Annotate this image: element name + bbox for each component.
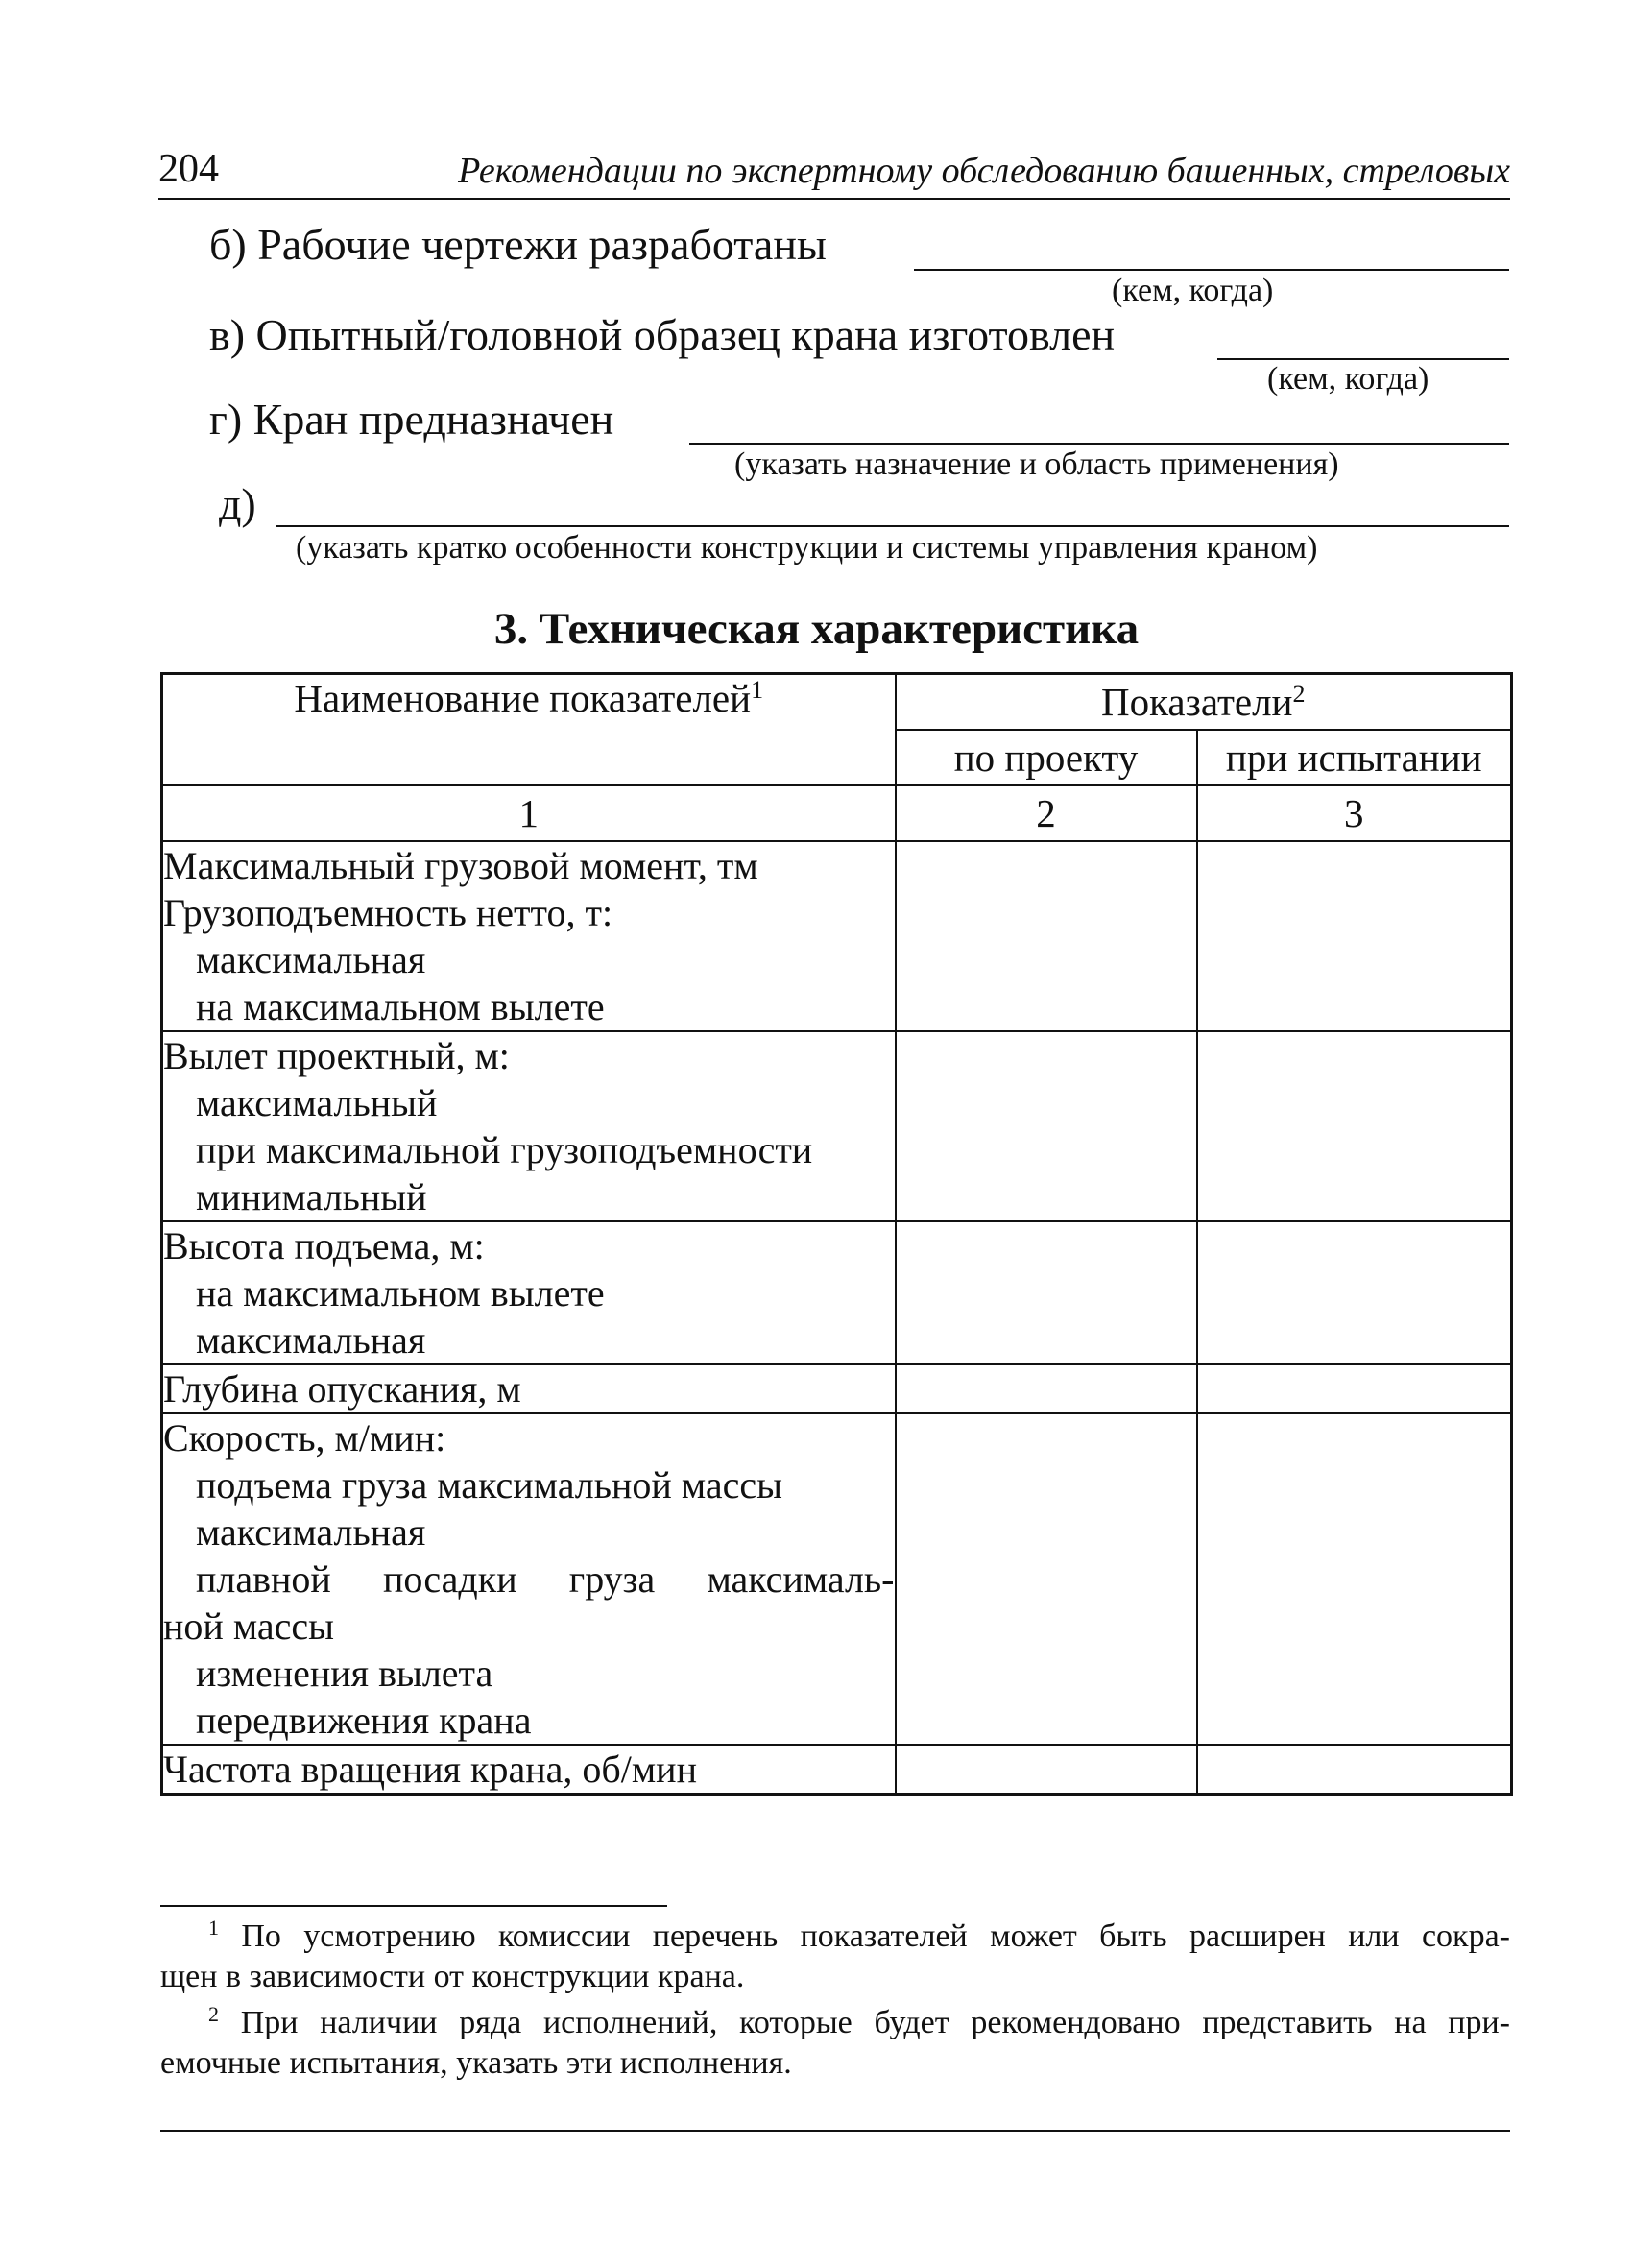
footnote-ref-2: 2 [1292,680,1306,708]
project-value-cell [896,1031,1197,1221]
row-line: минимальный [196,1175,427,1218]
project-value-cell [896,841,1197,1031]
footnote-1 [160,1917,1510,1997]
row-line: Высота подъема, м: [163,1224,485,1267]
indicator-name-cell [162,1221,896,1364]
row-line: максимальная [196,1318,426,1362]
row-line: максимальная [196,1510,426,1554]
row-line: на максимальном вылете [196,1271,605,1315]
project-value-cell [896,1364,1197,1413]
line-d-label: д) [219,479,256,528]
footnote-text: емочные испытания, указать эти исполнения. [160,2045,792,2081]
footnote-ref-1: 1 [751,676,764,704]
line-d-blank [276,525,1509,527]
project-value-cell [896,1413,1197,1745]
running-title: Рекомендации по экспертному обследованию башенных, стреловых [458,151,1510,191]
table-row [162,1221,1512,1364]
test-value-cell [1197,1364,1512,1413]
indicator-name-cell [162,1413,896,1745]
bottom-rule [160,2130,1510,2132]
row-line: Грузоподъемность нетто, т: [163,891,613,934]
row-line: Глубина опускания, м [163,1367,521,1411]
line-d-caption: (указать кратко особенности конструкции и системы управления краном) [296,530,1318,566]
indicator-name-cell [162,1745,896,1795]
table-row [162,841,1512,1031]
table-row [162,1745,1512,1795]
line-g-caption: (указать назначение и область применения) [734,446,1339,482]
row-line: максимальная [196,938,426,981]
line-g-blank [689,443,1509,445]
row-line: Максимальный грузовой момент, тм [163,844,758,887]
project-value-cell [896,1745,1197,1795]
row-line: на максимальном вылете [196,985,605,1028]
table-row [162,1413,1512,1745]
footnote-text: По усмотрению комиссии перечень показателей может быть расширен или сокра- [241,1918,1510,1954]
row-line: Скорость, м/мин: [163,1416,446,1460]
indicator-name-cell [162,1031,896,1221]
specification-table [160,672,1513,1796]
page-number: 204 [158,147,219,191]
project-value-cell [896,1221,1197,1364]
row-line: максимальный [196,1081,438,1124]
header-by-project: по проекту [896,730,1197,785]
row-line: подъема груза максимальной массы [196,1463,782,1507]
footnote-text: щен в зависимости от конструкции крана. [160,1959,745,1994]
column-number: 1 [162,785,896,841]
row-line: плавной посадки груза максималь- [196,1557,895,1601]
row-line: передвижения крана [196,1699,532,1742]
section-title: 3. Техническая характеристика [493,604,1140,654]
footnote-mark: 1 [208,1916,219,1940]
line-b-caption: (кем, когда) [1112,273,1274,308]
footnote-mark: 2 [208,2002,219,2026]
line-v-label: в) Опытный/головной образец крана изготовлен [209,310,1116,359]
test-value-cell [1197,1031,1512,1221]
header-name: Наименование показателей$^1$ [162,674,896,786]
column-number: 2 [896,785,1197,841]
test-value-cell [1197,1413,1512,1745]
footnote-separator [160,1905,667,1907]
line-b-blank [914,269,1509,271]
footnote-text: При наличии ряда исполнений, которые будет рекомендовано представить на при- [240,2005,1511,2040]
line-v-caption: (кем, когда) [1267,361,1429,397]
line-b-label: б) Рабочие чертежи разработаны [209,220,827,269]
row-line: Частота вращения крана, об/мин [163,1748,697,1791]
test-value-cell [1197,1745,1512,1795]
row-line: при максимальной грузоподъемности [196,1128,813,1171]
running-header [158,142,1510,200]
row-line: Вылет проектный, м: [163,1034,510,1077]
row-line: ной массы [163,1604,334,1648]
test-value-cell [1197,1221,1512,1364]
line-v-blank [1217,358,1509,360]
table-row [162,1031,1512,1221]
column-number: 3 [1197,785,1512,841]
footnote-2 [160,2003,1510,2084]
header-indicators: Показатели$^2$ [896,674,1512,731]
indicator-name-cell [162,1364,896,1413]
indicator-name-cell [162,841,896,1031]
header-at-testing: при испытании [1197,730,1512,785]
test-value-cell [1197,841,1512,1031]
row-line: изменения вылета [196,1652,493,1695]
table-row [162,1364,1512,1413]
line-g-label: г) Кран предназначен [209,395,614,444]
